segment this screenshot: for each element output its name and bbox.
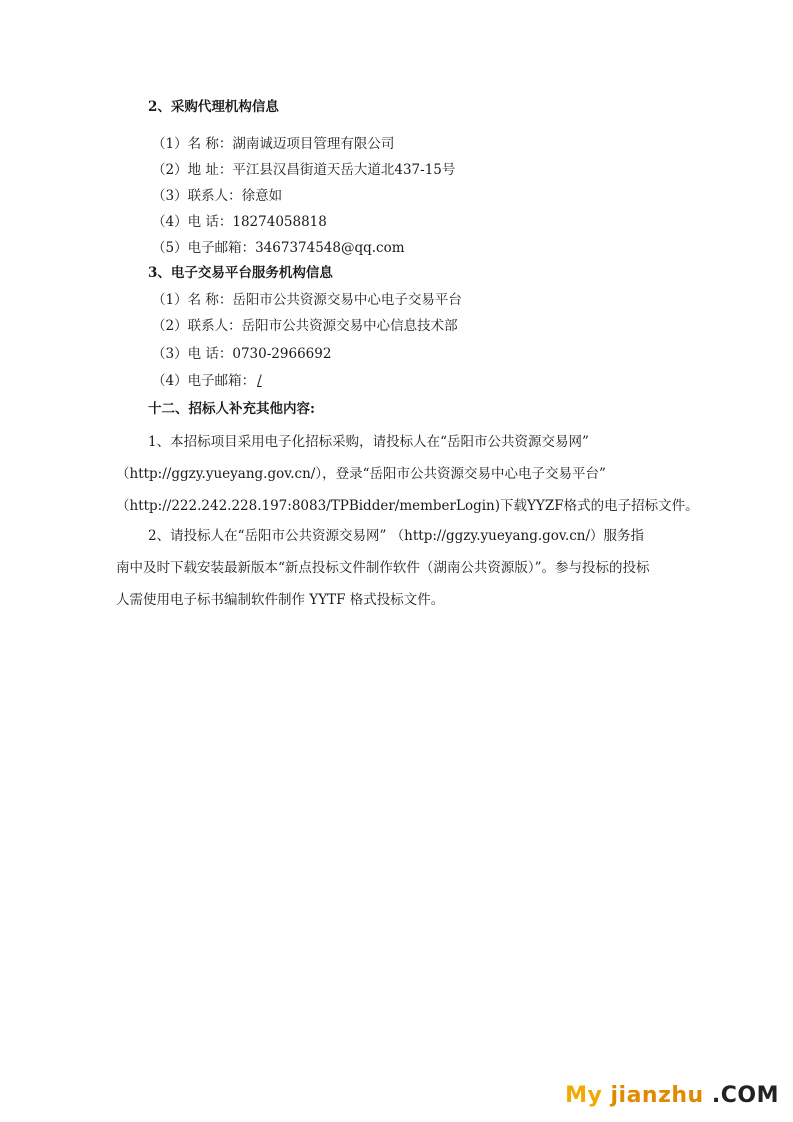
watermark-com: .COM xyxy=(703,1083,779,1108)
section2-item-contact: （3）联系人：徐意如 xyxy=(152,188,283,204)
watermark-my: My xyxy=(565,1083,603,1108)
section12-para1-line2: （http://ggzy.yueyang.gov.cn/），登录“岳阳市公共资源交易中心电子交易平台” xyxy=(116,466,606,482)
section3-heading: 3、电子交易平台服务机构信息 xyxy=(148,265,333,281)
section2-item-address: （2）地 址：平江县汉昌街道天岳大道北437-15号 xyxy=(152,162,456,178)
section3-email-value: / xyxy=(257,373,262,389)
section12-para2-line3: 人需使用电子标书编制软件制作 YYTF 格式投标文件。 xyxy=(116,592,445,608)
section3-item-phone: （3）电 话：0730-2966692 xyxy=(152,346,332,362)
section2-heading: 2、采购代理机构信息 xyxy=(148,99,279,115)
section12-heading: 十二、招标人补充其他内容: xyxy=(148,401,315,417)
watermark-logo xyxy=(565,1083,779,1108)
section3-item-contact: （2）联系人：岳阳市公共资源交易中心信息技术部 xyxy=(152,318,458,334)
section12-para2-line1: 2、请投标人在“岳阳市公共资源交易网” （http://ggzy.yueyang.gov.cn/）服务指 xyxy=(148,528,645,544)
section12-para2-line2: 南中及时下载安装最新版本“新点投标文件制作软件（湖南公共资源版）”。参与投标的投标 xyxy=(116,560,650,576)
section12-para1-line3: （http://222.242.228.197:8083/TPBidder/memberLogin)下载YYZF格式的电子招标文件。 xyxy=(116,498,699,514)
section12-para1-line1: 1、本招标项目采用电子化招标采购，请投标人在“岳阳市公共资源交易网” xyxy=(148,434,589,450)
section2-item-email: （5）电子邮箱：3467374548@qq.com xyxy=(152,240,405,256)
watermark-jianzhu: jianzhu xyxy=(602,1083,704,1108)
section2-item-name: （1）名 称：湖南诚迈项目管理有限公司 xyxy=(152,136,395,152)
section3-item-email xyxy=(152,372,303,390)
section3-item-name: （1）名 称：岳阳市公共资源交易中心电子交易平台 xyxy=(152,292,462,308)
section2-item-phone: （4）电 话：18274058818 xyxy=(152,214,327,230)
section3-email-label: （4）电子邮箱： xyxy=(152,373,256,389)
